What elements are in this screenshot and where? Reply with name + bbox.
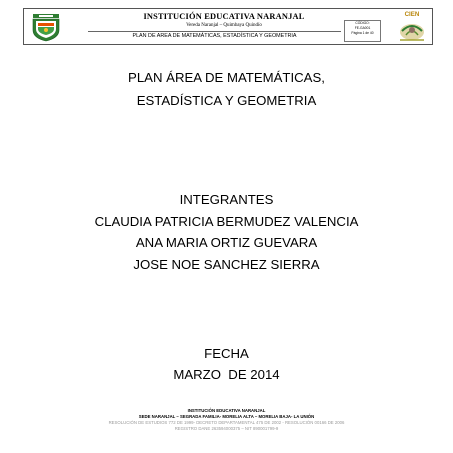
- date-heading: FECHA: [204, 346, 249, 361]
- document-title: [0, 66, 453, 112]
- footer-resolution: RESOLUCIÓN DE ESTUDIOS 772 DE 1999- DECRETO DEPARTAMENTAL 475 DE 2002 - RESOLUCIÓN 00166 DE 2006: [108, 420, 345, 425]
- institution-name: INSTITUCIÓN EDUCATIVA NARANJAL: [143, 12, 305, 21]
- date-value: MARZO DE 2014: [173, 367, 280, 382]
- member-name: JOSE NOE SANCHEZ SIERRA: [133, 256, 320, 272]
- header-plan-title: PLAN DE AREA DE MATEMÁTICAS, ESTADÍSTICA Y GEOMETRIA: [132, 33, 297, 39]
- code-label: CÓDIGO:: [355, 21, 370, 25]
- date-section: [0, 343, 453, 385]
- code-value: FE-GA001: [354, 26, 371, 30]
- document-code-box: [344, 20, 381, 42]
- institution-location: Vereda Naranjal – Quimbaya Quindío: [186, 23, 262, 28]
- members-section: [0, 189, 453, 275]
- page-indicator: Página 1 de 40: [351, 31, 374, 35]
- footer-institution: INSTITUCIÓN EDUCATIVA NARANJAL: [187, 408, 266, 413]
- document-footer: [0, 408, 453, 432]
- member-name: ANA MARIA ORTIZ GUEVARA: [135, 235, 318, 250]
- member-name: CLAUDIA PATRICIA BERMUDEZ VALENCIA: [94, 213, 359, 229]
- title-line-2: ESTADÍSTICA Y GEOMETRIA: [136, 93, 317, 108]
- footer-registry: REGISTRO DANE 263594000375 – NIT 890001799-9: [174, 426, 279, 431]
- header-divider: [88, 31, 341, 32]
- members-heading: INTEGRANTES: [179, 192, 274, 207]
- cien-logo-text: CIEN: [404, 11, 420, 18]
- title-line-1: PLAN ÁREA DE MATEMÁTICAS,: [128, 70, 325, 85]
- document-header: [23, 8, 433, 45]
- institution-shield-logo: [29, 12, 63, 42]
- footer-sedes: SEDE NARANJAL – SEGRADA FAMILIA- MORELIA ALTA – MORELIA BAJA- LA UNIÓN: [138, 414, 315, 419]
- cien-logo: [392, 11, 432, 43]
